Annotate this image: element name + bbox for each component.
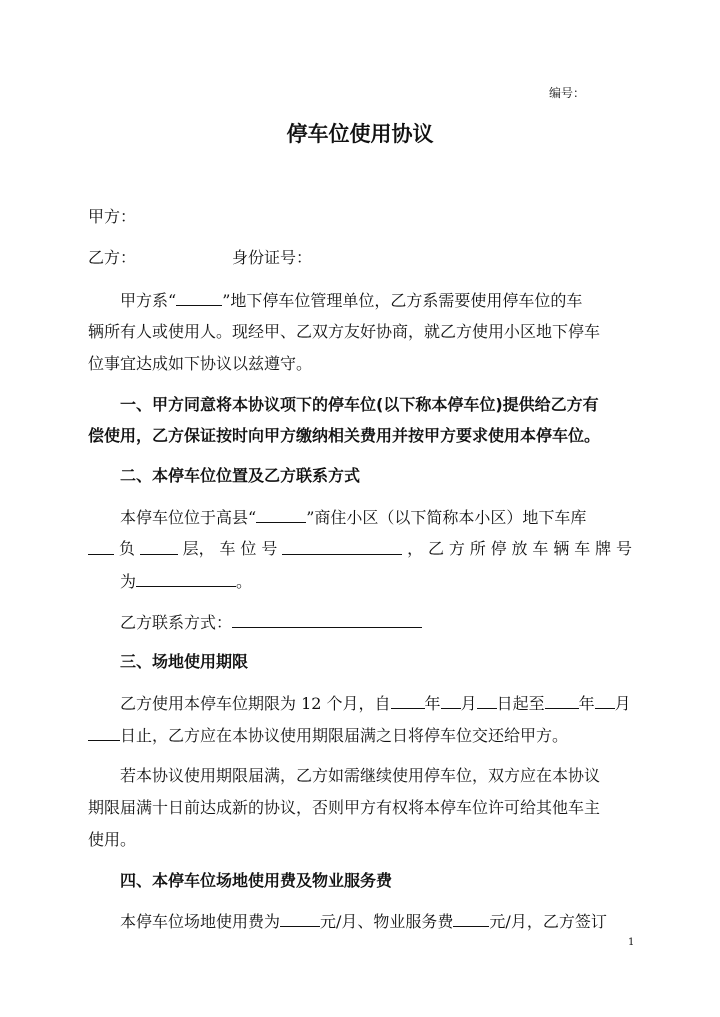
clause-2-line-3: 为 。 [120, 572, 253, 591]
blank-field [545, 693, 579, 709]
clause-1-line-2: 偿使用，乙方保证按时向甲方缴纳相关费用并按甲方要求使用本停车位。 [88, 426, 601, 445]
clause-2-line-1: 本停车位位于高县“ ”商住小区（以下简称本小区）地下车库 [120, 508, 587, 527]
id-number-label: 身份证号： [232, 248, 313, 267]
clause-3-heading: 三、场地使用期限 [120, 652, 249, 671]
clause-3-line-1: 乙方使用本停车位期限为 12 个月，自 年 月 日起至 年 月 [120, 694, 631, 713]
clause-4-line-1: 本停车位场地使用费为 元/月、物业服务费 元/月，乙方签订 [120, 912, 607, 931]
blank-field [88, 539, 114, 555]
intro-line-3: 位事宜达成如下协议以兹遵守。 [88, 354, 313, 373]
party-b-line [88, 248, 312, 268]
blank-field [441, 693, 461, 709]
blank-field [256, 507, 306, 523]
contact-blank-field [232, 612, 422, 628]
blank-field [477, 693, 497, 709]
party-a-label: 甲方： [88, 207, 137, 226]
intro-line-1: 甲方系“ ”地下停车位管理单位，乙方系需要使用停车位的车 [120, 291, 583, 310]
page-title: 停车位使用协议 [286, 122, 434, 146]
clause-2-heading: 二、本停车位位置及乙方联系方式 [120, 466, 361, 485]
intro-line-2: 辆所有人或使用人。现经甲、乙双方友好协商，就乙方使用小区地下停车 [88, 322, 601, 341]
clause-3-para-2-line-3: 使用。 [88, 830, 137, 849]
clause-2-contact: 乙方联系方式： [120, 612, 422, 633]
clause-4-heading: 四、本停车位场地使用费及物业服务费 [120, 871, 393, 890]
page-number: 1 [628, 937, 635, 948]
party-b-label: 乙方： [88, 248, 137, 267]
clause-2-line-2: 负 层， 车 位 号 ， 乙 方 所 停 放 车 辆 车 牌 号 [88, 539, 632, 559]
clause-3-para-2-line-1: 若本协议使用期限届满，乙方如需继续使用停车位，双方应在本协议 [120, 766, 601, 785]
clause-3-para-2-line-2: 期限届满十日前达成新的协议，否则甲方有权将本停车位许可给其他车主 [88, 798, 601, 817]
blank-field [282, 539, 402, 555]
blank-field [176, 290, 222, 306]
blank-field [88, 725, 120, 741]
blank-field [453, 911, 489, 927]
blank-field [280, 911, 320, 927]
blank-field [391, 693, 425, 709]
blank-field [140, 539, 178, 555]
blank-field [136, 571, 236, 587]
document-number-label: 编号： [549, 86, 586, 100]
blank-field [595, 693, 615, 709]
clause-1-line-1: 一、甲方同意将本协议项下的停车位(以下称本停车位)提供给乙方有 [120, 395, 599, 414]
clause-3-line-2: 日止，乙方应在本协议使用期限届满之日将停车位交还给甲方。 [88, 725, 568, 746]
